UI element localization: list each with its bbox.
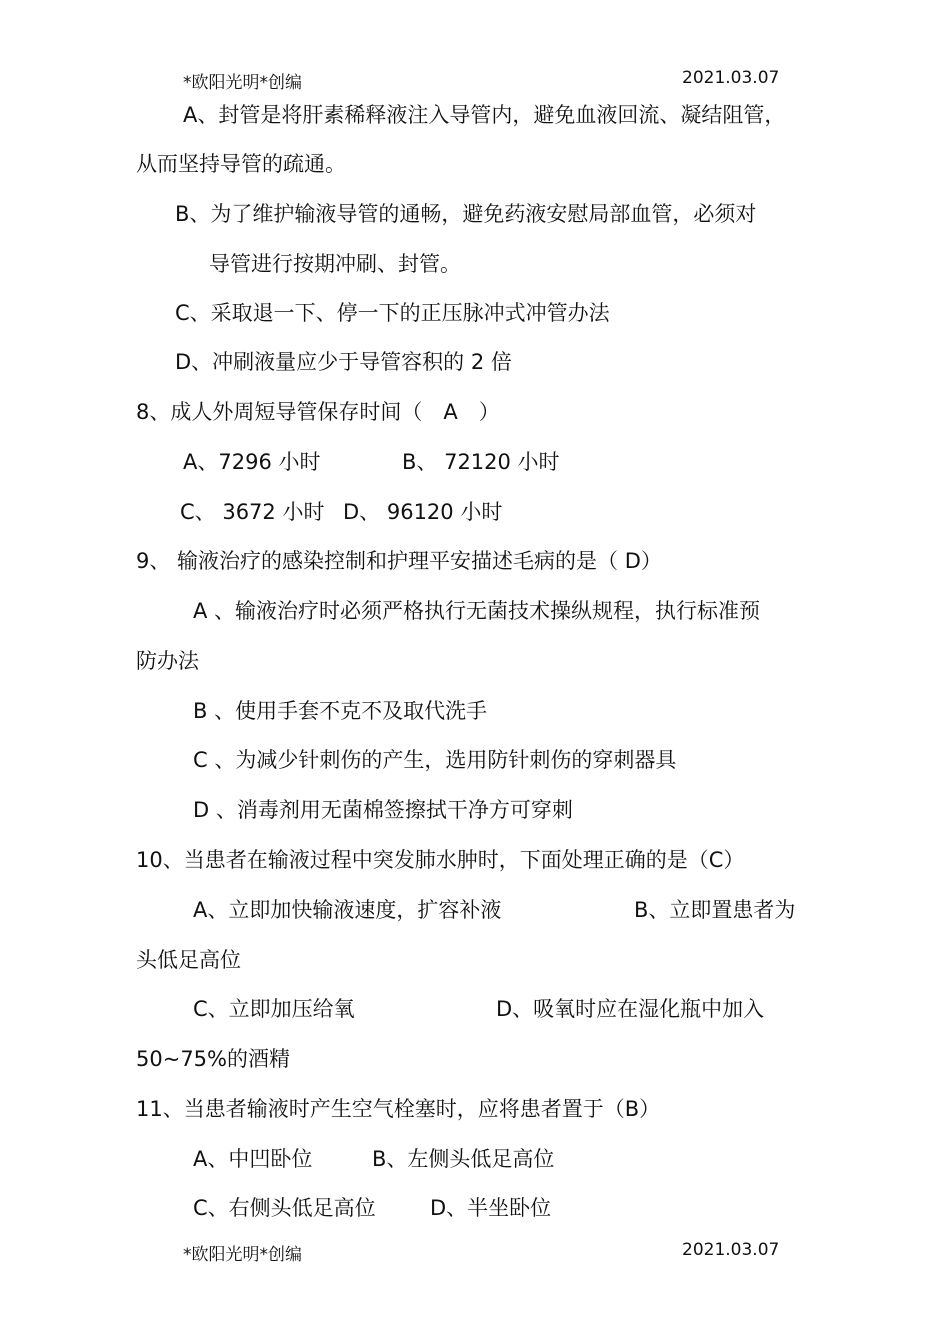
q8-option-c: C、 3672 小时 <box>180 500 325 524</box>
q10-option-b-part2: 头低足高位 <box>136 948 241 972</box>
q11-option-c: C、右侧头低足高位 <box>193 1196 376 1220</box>
q8-stem: 8、成人外周短导管保存时间（ A ） <box>136 400 500 424</box>
q10-option-d-part2: 50~75%的酒精 <box>136 1047 290 1071</box>
q10-option-b-part1: B、立即置患者为 <box>634 898 796 922</box>
footer-author: *欧阳光明*创编 <box>183 1245 302 1265</box>
q7-option-a-line2: 从而坚持导管的疏通。 <box>136 152 346 176</box>
q10-option-a: A、立即加快输液速度，扩容补液 <box>193 898 502 922</box>
q8-option-a: A、7296 小时 <box>183 450 321 474</box>
q9-stem: 9、 输液治疗的感染控制和护理平安描述毛病的是（ D） <box>136 549 662 573</box>
q9-option-a-line2: 防办法 <box>136 649 199 673</box>
q7-option-b-line2: 导管进行按期冲刷、封管。 <box>209 252 461 276</box>
q11-option-d: D、半坐卧位 <box>430 1196 552 1220</box>
q10-stem: 10、当患者在输液过程中突发肺水肿时，下面处理正确的是（C） <box>136 848 745 872</box>
q9-option-b: B 、使用手套不克不及取代洗手 <box>193 699 488 723</box>
q9-option-a-line1: A 、输液治疗时必须严格执行无菌技术操纵规程，执行标准预 <box>193 599 761 623</box>
q11-option-b: B、左侧头低足高位 <box>372 1147 555 1171</box>
header-date: 2021.03.07 <box>682 68 780 88</box>
q10-option-c: C、立即加压给氧 <box>193 997 355 1021</box>
q7-option-a-line1: A、封管是将肝素稀释液注入导管内，避免血液回流、凝结阻管， <box>183 103 786 127</box>
q11-stem: 11、当患者输液时产生空气栓塞时，应将患者置于（B） <box>136 1097 661 1121</box>
q7-option-d: D、冲刷液量应少于导管容积的 2 倍 <box>175 350 512 374</box>
header-author: *欧阳光明*创编 <box>183 73 302 93</box>
q7-option-c: C、采取退一下、停一下的正压脉冲式冲管办法 <box>175 301 610 325</box>
q7-option-b-line1: B、为了维护输液导管的通畅，避免药液安慰局部血管，必须对 <box>175 202 757 226</box>
footer-date: 2021.03.07 <box>682 1240 780 1260</box>
q10-option-d-part1: D、吸氧时应在湿化瓶中加入 <box>496 997 765 1021</box>
q8-option-d: D、 96120 小时 <box>343 500 503 524</box>
q8-option-b: B、 72120 小时 <box>402 450 560 474</box>
q11-option-a: A、中凹卧位 <box>193 1147 313 1171</box>
q9-option-d: D 、消毒剂用无菌棉签擦拭干净方可穿刺 <box>193 798 573 822</box>
q9-option-c: C 、为减少针刺伤的产生，选用防针刺伤的穿刺器具 <box>193 748 677 772</box>
